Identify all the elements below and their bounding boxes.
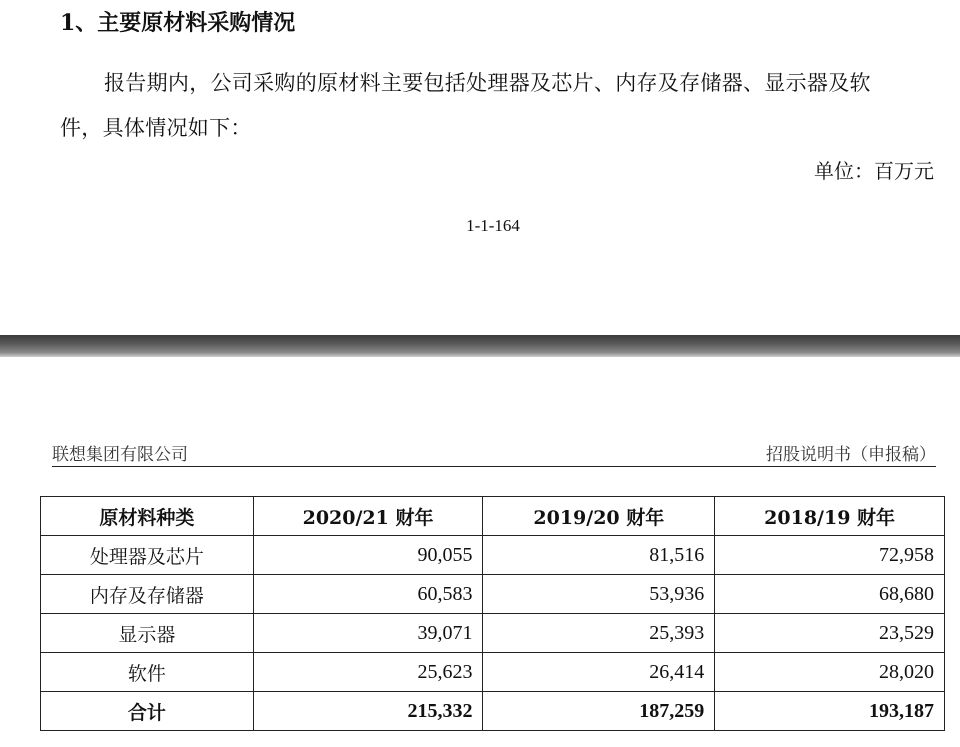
cell-fy2019: 28,020	[715, 653, 945, 692]
page-break-divider	[0, 335, 960, 357]
cell-fy2021: 60,583	[253, 575, 483, 614]
unit-label: 单位：百万元	[814, 159, 934, 183]
column-header-fy2020: 2019/20 财年	[483, 497, 715, 536]
cell-fy2020: 26,414	[483, 653, 715, 692]
cell-fy2021: 215,332	[253, 692, 483, 731]
cell-fy2020: 53,936	[483, 575, 715, 614]
row-category: 内存及存储器	[41, 575, 254, 614]
column-header-category: 原材料种类	[41, 497, 254, 536]
cell-fy2021: 90,055	[253, 536, 483, 575]
row-category: 合计	[41, 692, 254, 731]
cell-fy2019: 72,958	[715, 536, 945, 575]
raw-materials-table	[40, 496, 945, 731]
document-type: 招股说明书（申报稿）	[766, 445, 936, 465]
cell-fy2020: 187,259	[483, 692, 715, 731]
paragraph-line-1: 报告期内，公司采购的原材料主要包括处理器及芯片、内存及存储器、显示器及软	[104, 71, 871, 95]
table-row	[41, 653, 945, 692]
cell-fy2019: 193,187	[715, 692, 945, 731]
row-category: 软件	[41, 653, 254, 692]
table-row	[41, 614, 945, 653]
section-heading: 1、主要原材料采购情况	[60, 10, 296, 36]
table-header-row	[41, 497, 945, 536]
page-number: 1-1-164	[466, 216, 520, 235]
row-category: 处理器及芯片	[41, 536, 254, 575]
company-name: 联想集团有限公司	[52, 445, 188, 465]
upper-page	[0, 0, 960, 335]
column-header-fy2019: 2018/19 财年	[715, 497, 945, 536]
cell-fy2019: 68,680	[715, 575, 945, 614]
cell-fy2021: 39,071	[253, 614, 483, 653]
table-row	[41, 575, 945, 614]
table-total-row	[41, 692, 945, 731]
row-category: 显示器	[41, 614, 254, 653]
paragraph-line-2: 件，具体情况如下：	[60, 116, 252, 140]
table-row	[41, 536, 945, 575]
cell-fy2019: 23,529	[715, 614, 945, 653]
column-header-fy2021: 2020/21 财年	[253, 497, 483, 536]
running-header	[52, 440, 936, 467]
cell-fy2020: 81,516	[483, 536, 715, 575]
cell-fy2020: 25,393	[483, 614, 715, 653]
cell-fy2021: 25,623	[253, 653, 483, 692]
